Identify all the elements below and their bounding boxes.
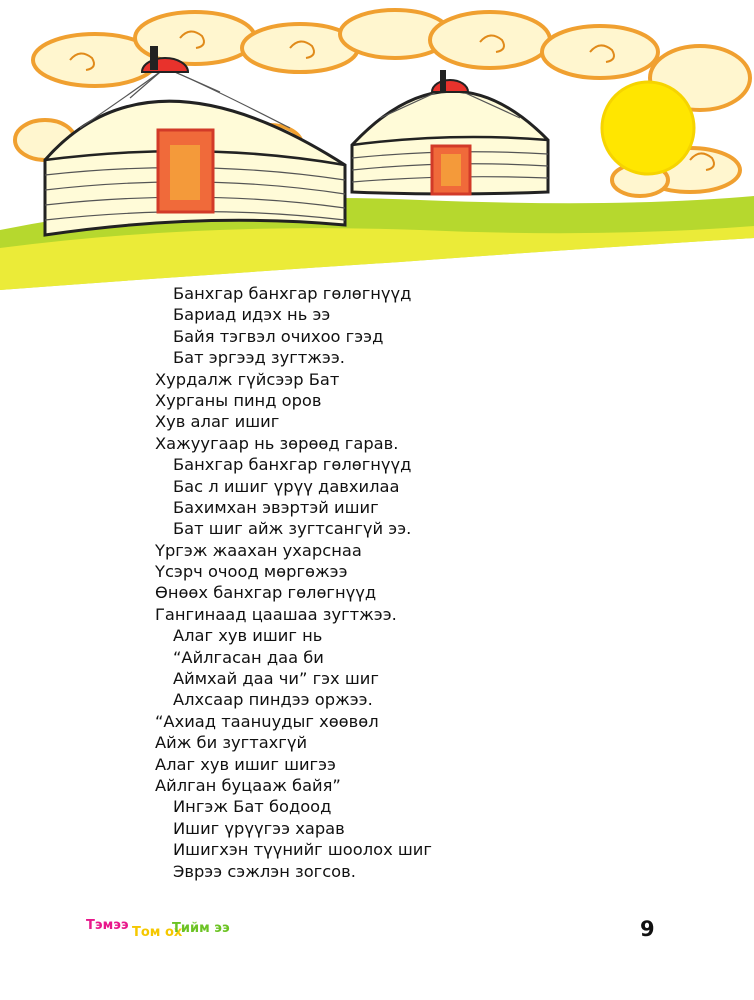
page-number: 9 (640, 917, 655, 941)
poem-line: Аймхай даа чи” гэх шиг (173, 669, 379, 689)
poem-line: Айлган буцааж байя” (155, 775, 341, 795)
poem-line: Эврээ сэжлэн зогсов. (173, 861, 356, 881)
poem-line: “Айлгасан даа би (173, 647, 324, 667)
poem-line: Хурдалж гүйсээр Бат (155, 369, 340, 389)
poem-line: “Ахиад таанuудыг хөөвөл (155, 711, 379, 731)
poem-line: Хажуугаар нь зөрөөд гарав. (155, 433, 399, 453)
poem-line: Хув алаг ишиг (155, 412, 280, 432)
series-logo (86, 917, 286, 947)
poem-line: Бат шиг айж зугтсангүй ээ. (173, 519, 412, 539)
poem-line: Байя тэгвэл очихоо гээд (173, 326, 384, 346)
poem-line: Бахимхан эвэртэй ишиг (173, 497, 379, 517)
sun (602, 82, 694, 174)
yurt-right (352, 70, 548, 194)
logo-word: Тийм ээ (172, 921, 230, 936)
poem-line: Бат эргээд зугтжээ. (173, 348, 345, 368)
poem-line: Бариад идэх нь ээ (173, 305, 331, 325)
poem-line: Алаг хув ишиг шигээ (155, 754, 336, 774)
poem-line: Айж би зугтахгүй (155, 733, 308, 753)
poem-line: Банхгар банхгар гөлөгнүүд (173, 455, 412, 475)
poem-line: Ингэж Бат бодоод (173, 797, 332, 817)
poem-text (0, 283, 754, 882)
poem-line: Банхгар банхгар гөлөгнүүд (173, 284, 412, 303)
poem-line: Алхсаар пиндээ оржээ. (173, 690, 373, 710)
yurt-landscape-illustration (0, 0, 754, 300)
logo-word: Том ох (132, 925, 183, 940)
poem-line: Ишигхэн түүнийг шоолох шиг (173, 840, 432, 860)
poem-line: Хурганы пинд оров (155, 390, 322, 410)
poem-line: Ишиг үрүүгээ харав (173, 818, 345, 838)
poem-line: Өнөөх банхгар гөлөгнүүд (155, 583, 377, 603)
poem-line: Алаг хув ишиг нь (173, 626, 323, 646)
poem-line: Үсэрч очоод мөргөжээ (155, 562, 348, 582)
logo-word: Тэмээ (86, 918, 129, 933)
poem-line: Гангинаад цаашаа зугтжээ. (155, 604, 397, 624)
poem-line: Үргэж жаахан ухарснаа (155, 540, 362, 560)
poem-line: Бас л ишиг үрүү давхилаа (173, 476, 400, 496)
